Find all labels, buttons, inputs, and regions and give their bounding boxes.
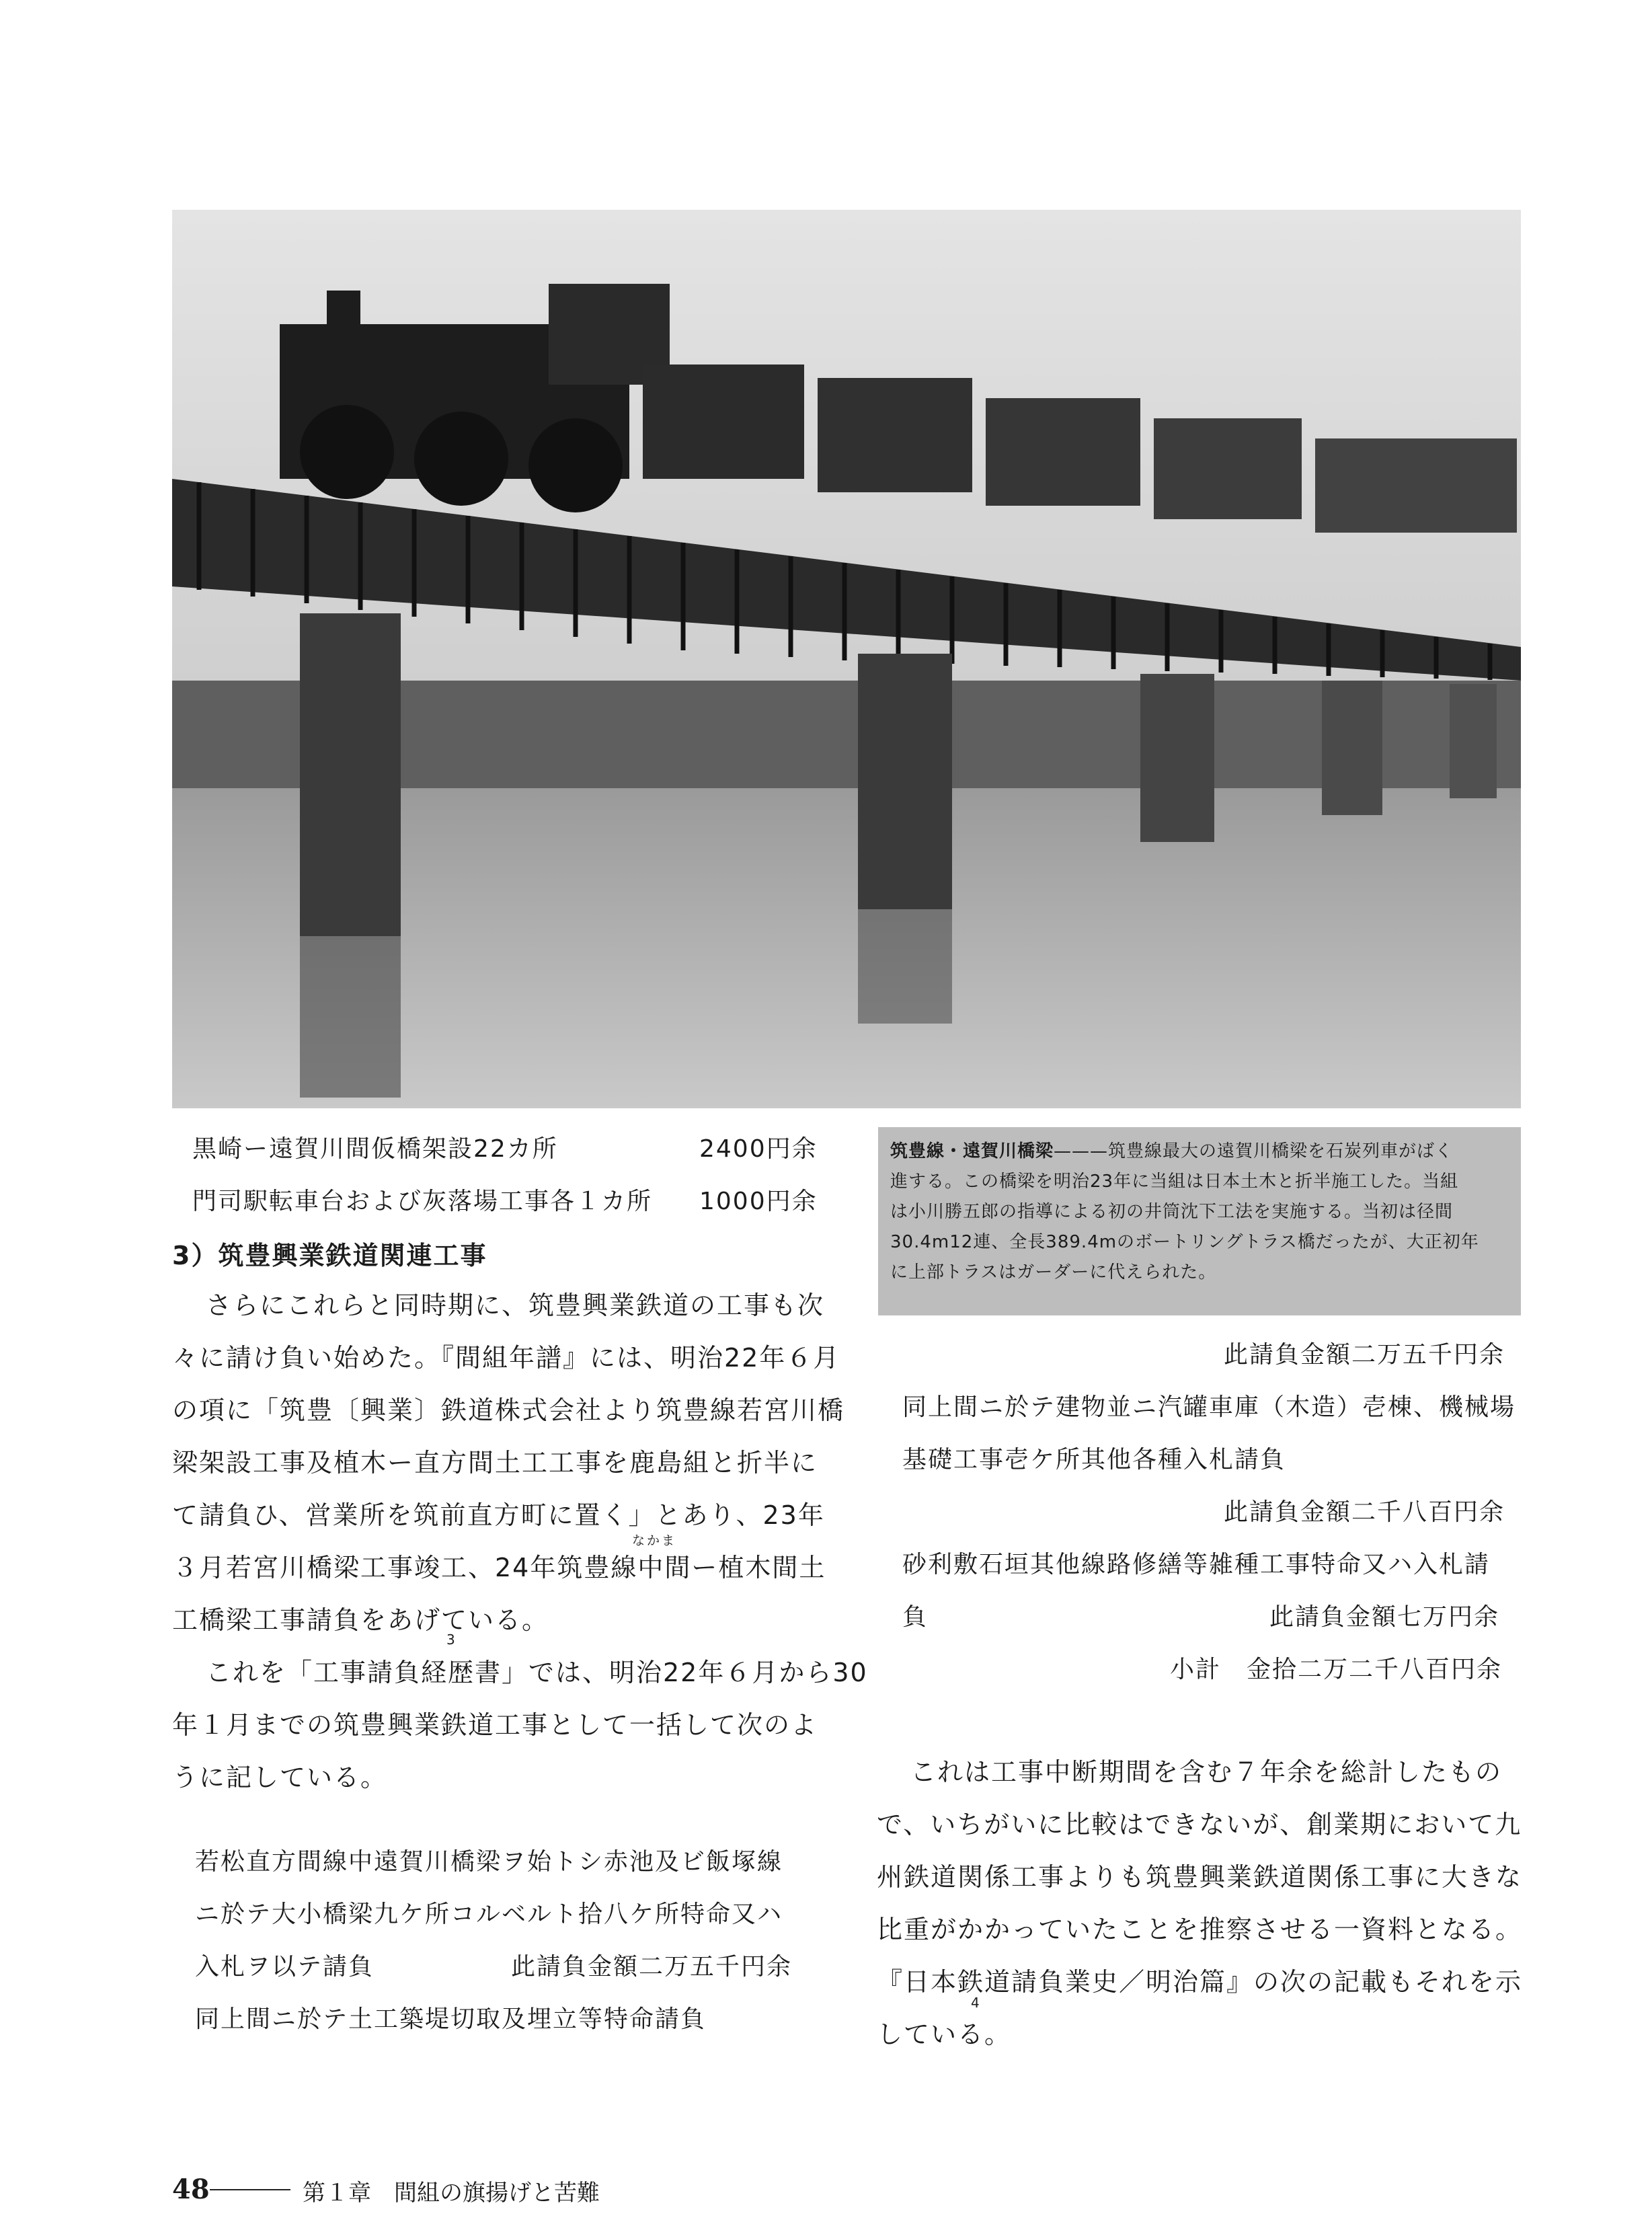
caption-title: 筑豊線・遠賀川橋梁	[890, 1141, 1054, 1161]
caption-line: に上部トラスはガーダーに代えられた。	[890, 1262, 1217, 1282]
body-text-line: で、いちがいに比較はできないが、創業期において九	[877, 1810, 1522, 1839]
body-text-line: している。	[877, 2020, 1012, 2049]
quote-amount: 此請負金額二万五千円余	[1224, 1341, 1505, 1369]
section-heading: 3）筑豊興業鉄道関連工事	[172, 1241, 487, 1270]
quote-line: 同上間ニ於テ土工築堤切取及埋立等特命請負	[195, 2005, 707, 2033]
footnote-marker: 3	[446, 1632, 455, 1648]
chapter-title: 第１章 間組の旗揚げと苦難	[303, 2180, 600, 2207]
quote-subtotal: 小計 金拾二万二千八百円余	[1170, 1656, 1503, 1683]
bridge-train-photo	[172, 210, 1521, 1108]
bridge-photo-illustration	[172, 210, 1521, 1108]
quote-line: 若松直方間線中遠賀川橋梁ヲ始トシ赤池及ビ飯塚線	[195, 1848, 783, 1876]
photo-caption	[878, 1127, 1521, 1315]
quote-line: 基礎工事壱ケ所其他各種入札請負	[902, 1446, 1286, 1473]
body-text-line: ３月若宮川橋梁工事竣工、24年筑豊線中間ー植木間土	[172, 1553, 826, 1582]
quote-line: 砂利敷石垣其他線路修繕等雑種工事特命又ハ入札請	[902, 1551, 1491, 1578]
body-text-line: これは工事中断期間を含む７年余を総計したもの	[910, 1757, 1503, 1787]
caption-line: 進する。この橋梁を明治23年に当組は日本土木と折半施工した。当組	[890, 1172, 1459, 1192]
body-text-line: 州鉄道関係工事よりも筑豊興業鉄道関係工事に大きな	[877, 1862, 1523, 1892]
quote-line: 負	[902, 1603, 929, 1631]
caption-line: は小川勝五郎の指導による初の井筒沈下工法を実施する。当初は径間	[890, 1202, 1454, 1222]
list-amount: 2400円余	[699, 1135, 818, 1163]
quote-line: 入札ヲ以テ請負	[195, 1953, 375, 1981]
quote-amount: 此請負金額二千八百円余	[1224, 1498, 1505, 1526]
quote-amount: 此請負金額二万五千円余	[511, 1953, 793, 1981]
list-item: 黒崎ー遠賀川間仮橋架設22カ所	[192, 1135, 558, 1163]
list-amount: 1000円余	[699, 1188, 818, 1215]
body-text-line: さらにこれらと同時期に、筑豊興業鉄道の工事も次	[206, 1291, 825, 1320]
body-text-line: 々に請け負い始めた。『間組年譜』には、明治22年６月	[172, 1343, 840, 1373]
body-text-line: 『日本鉄道請負業史／明治篇』の次の記載もそれを示	[877, 1967, 1523, 1997]
page-number: 48	[172, 2174, 210, 2205]
quote-line: 同上間ニ於テ建物並ニ汽罐車庫（木造）壱棟、機械場	[902, 1393, 1516, 1421]
footnote-marker: 4	[971, 1995, 980, 2011]
body-text-line: これを「工事請負経歴書」では、明治22年６月から30	[206, 1658, 868, 1687]
quote-amount: 此請負金額七万円余	[1269, 1603, 1500, 1631]
ruby-annotation: なかま	[632, 1533, 677, 1548]
footer-rule	[210, 2189, 290, 2190]
body-text-line: て請負ひ、営業所を筑前直方町に置く」とあり、23年	[172, 1500, 825, 1530]
body-text-line: うに記している。	[172, 1763, 388, 1792]
body-text-line: 梁架設工事及植木ー直方間土工工事を鹿島組と折半に	[172, 1448, 818, 1478]
body-text-line: 年１月までの筑豊興業鉄道工事として一括して次のよ	[172, 1710, 818, 1740]
body-text-line: 工橋梁工事請負をあげている。	[172, 1605, 549, 1635]
caption-line: 30.4m12連、全長389.4mのボートリングトラス橋だったが、大正初年	[890, 1232, 1479, 1252]
body-text-line: の項に「筑豊〔興業〕鉄道株式会社より筑豊線若宮川橋	[172, 1395, 845, 1425]
quote-line: ニ於テ大小橋梁九ケ所コルベルト拾八ケ所特命又ハ	[195, 1901, 783, 1928]
caption-line: ———筑豊線最大の遠賀川橋梁を石炭列車がばく	[1054, 1141, 1454, 1161]
list-item: 門司駅転車台および灰落場工事各１カ所	[192, 1188, 653, 1215]
body-text-line: 比重がかかっていたことを推察させる一資料となる。	[877, 1915, 1523, 1944]
